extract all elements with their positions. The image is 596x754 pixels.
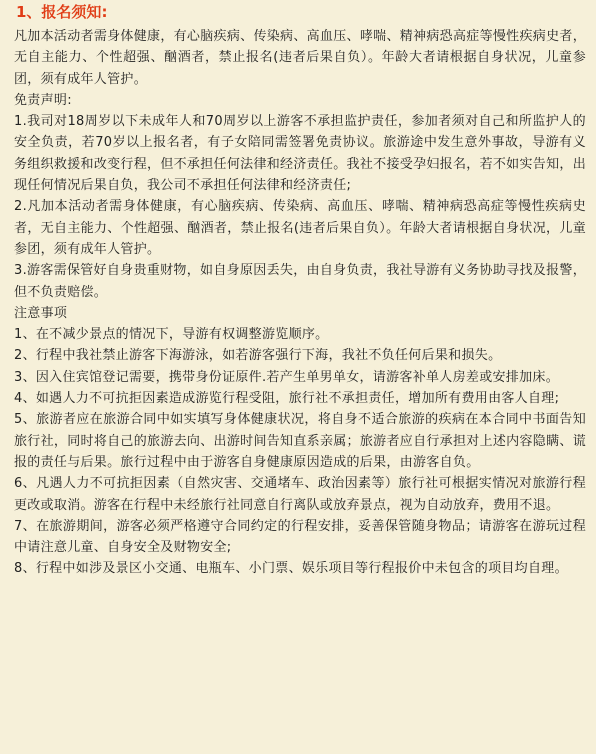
notes-heading: 注意事项 — [14, 305, 68, 321]
notes-item-4: 4、如遇人力不可抗拒因素造成游览行程受阻，旅行社不承担责任，增加所有费用由客人自理; — [14, 391, 560, 407]
disclaimer-item-3: 3.游客需保管好自身贵重财物，如自身原因丢失，由自身负责，我社导游有义务协助寻找及报警，但不负责赔偿。 — [14, 263, 586, 300]
notes-item-7: 7、在旅游期间，游客必须严格遵守合同约定的行程安排，妥善保管随身物品；请游客在游玩过程中请注意儿童、自身安全及财物安全; — [14, 518, 586, 556]
disclaimer-item-2: 2.凡加本活动者需身体健康，有心脑疾病、传染病、高血压、哮喘、精神病恐高症等慢性疾病史者，无自主能力、个性超强、酗酒者，禁止报名(违者后果自负）。年龄大者请根据自身状况，儿童参团，须有成年人管护。 — [14, 199, 586, 257]
section-title: 1、报名须知: — [16, 3, 108, 21]
notes-item-8: 8、行程中如涉及景区小交通、电瓶车、小门票、娱乐项目等行程报价中未包含的项目均自理。 — [14, 561, 568, 577]
notes-item-2: 2、行程中我社禁止游客下海游泳，如若游客强行下海，我社不负任何后果和损失。 — [14, 348, 502, 364]
notes-item-1: 1、在不减少景点的情况下，导游有权调整游览顺序。 — [14, 327, 329, 343]
notes-item-6: 6、凡遇人力不可抗拒因素（自然灾害、交通堵车、政治因素等）旅行社可根据实情况对旅游行程更改或取消。游客在行程中未经旅行社同意自行离队或放弃景点，视为自动放弃，费用不退。 — [14, 476, 586, 513]
disclaimer-heading: 免责声明: — [14, 92, 72, 108]
notes-item-3: 3、因入住宾馆登记需要，携带身份证原件.若产生单男单女，请游客补单人房差或安排加床。 — [14, 369, 560, 385]
registration-requirements: 凡加本活动者需身体健康，有心脑疾病、传染病、高血压、哮喘、精神病恐高症等慢性疾病史者，无自主能力、个性超强、酗酒者，禁止报名(违者后果自负）。年龄大者请根据自身状况，儿童参团，须有成年人管护。 — [14, 29, 586, 87]
disclaimer-item-1: 1.我司对18周岁以下未成年人和70周岁以上游客不承担监护责任，参加者须对自己和所监护人的安全负责，若70岁以上报名者，有子女陪同需签署免责协议。旅游途中发生意外事故，导游有义务组织救援和改变行程，但不承担任何法律和经济责任。我社不接受孕妇报名，若不如实告知，出现任何情况后果自负，我公司不承担任何法律和经济责任; — [14, 114, 586, 194]
notes-item-5: 5、旅游者应在旅游合同中如实填写身体健康状况，将自身不适合旅游的疾病在本合同中书面告知旅行社，同时将自己的旅游去向、出游时间告知直系亲属；旅游者应自行承担对上述内容隐瞒、谎报的责任与后果。旅行过程中由于游客自身健康原因造成的后果，由游客自负。 — [14, 412, 586, 470]
